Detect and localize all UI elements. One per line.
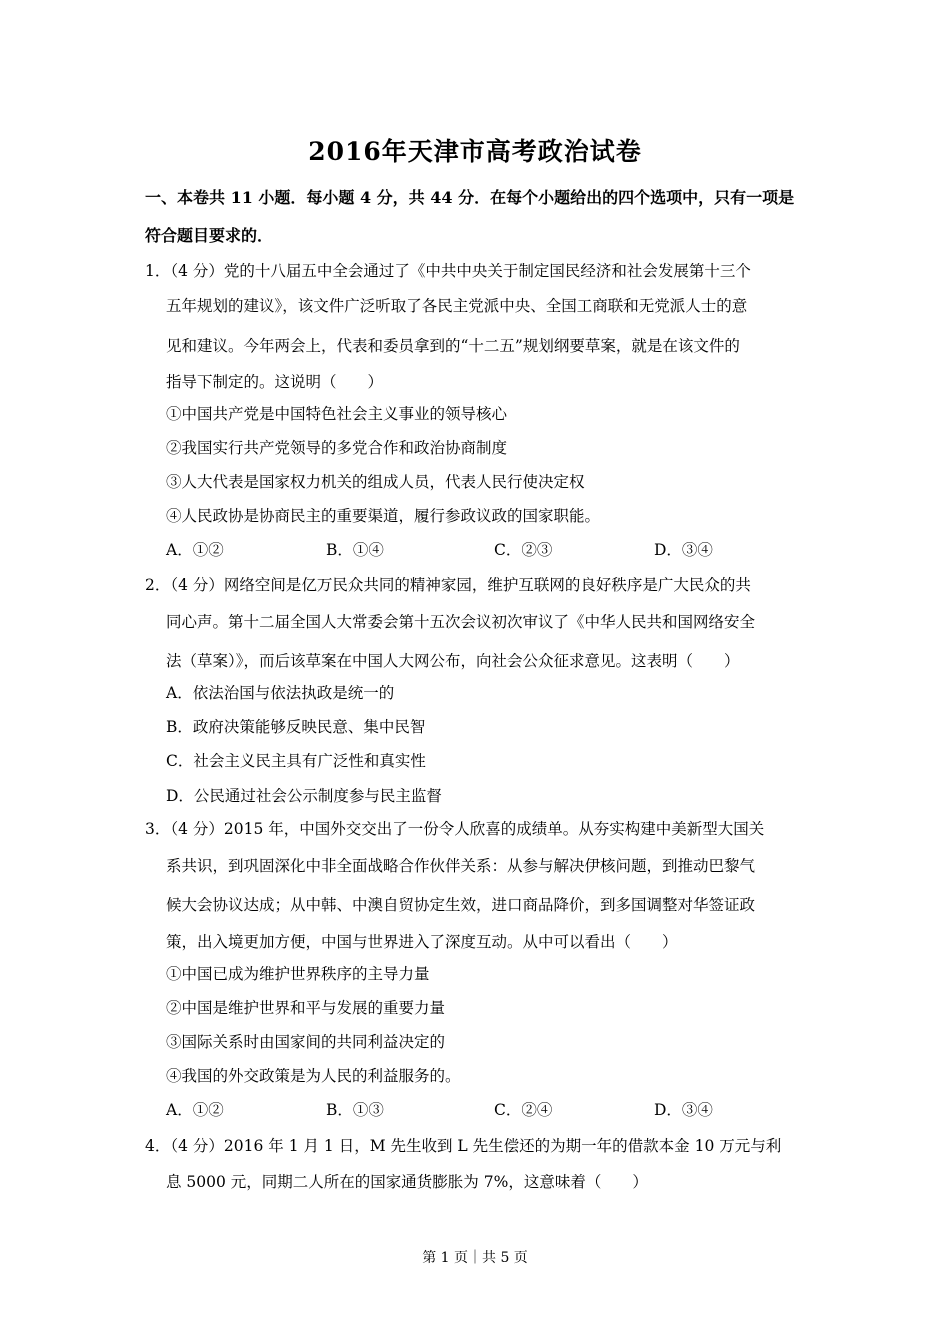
page-footer: 第 1 页｜共 5 页 (422, 1250, 528, 1266)
question-3-statement-1: ①中国已成为维护世界秩序的主导力量 (166, 965, 430, 983)
question-3-line-2: 系共识，到巩固深化中非全面战略合作伙伴关系：从参与解决伊核问题，到推动巴黎气 (166, 857, 756, 875)
question-3-line-1: 3．（4 分）2015 年，中国外交交出了一份令人欣喜的成绩单。从夯实构建中美新型大国关 (145, 820, 765, 838)
question-3-option-d[interactable]: D．③④ (654, 1101, 713, 1119)
question-1-line-1: 1．（4 分）党的十八届五中全会通过了《中共中央关于制定国民经济和社会发展第十三个 (145, 262, 751, 280)
page-title: 2016年天津市高考政治试卷 (308, 137, 642, 166)
question-4-line-2: 息 5000 元，同期二人所在的国家通货膨胀为 7%，这意味着（ ） (166, 1173, 648, 1191)
question-2-option-a[interactable]: A．依法治国与依法执政是统一的 (166, 684, 395, 702)
section-heading-line-2: 符合题目要求的． (145, 226, 274, 245)
question-2-line-2: 同心声。第十二届全国人大常委会第十五次会议初次审议了《中华人民共和国网络安全 (166, 613, 756, 631)
question-3-statement-4: ④我国的外交政策是为人民的利益服务的。 (166, 1067, 461, 1085)
question-3-option-c[interactable]: C．②④ (494, 1101, 553, 1119)
question-3-option-a[interactable]: A．①② (166, 1101, 224, 1119)
question-2-option-b[interactable]: B．政府决策能够反映民意、集中民智 (166, 718, 426, 736)
question-1-option-a[interactable]: A．①② (166, 541, 224, 559)
section-heading-line-1: 一、本卷共 11 小题．每小题 4 分，共 44 分．在每个小题给出的四个选项中，只有一项是 (145, 188, 795, 207)
question-3-option-b[interactable]: B．①③ (326, 1101, 384, 1119)
question-1-option-c[interactable]: C．②③ (494, 541, 553, 559)
question-3-line-3: 候大会协议达成；从中韩、中澳自贸协定生效，进口商品降价，到多国调整对华签证政 (166, 896, 756, 914)
question-3-statement-3: ③国际关系时由国家间的共同利益决定的 (166, 1033, 446, 1051)
question-3-statement-2: ②中国是维护世界和平与发展的重要力量 (166, 999, 446, 1017)
question-1-statement-3: ③人大代表是国家权力机关的组成人员，代表人民行使决定权 (166, 473, 585, 491)
question-1-line-2: 五年规划的建议》，该文件广泛听取了各民主党派中央、全国工商联和无党派人士的意 (166, 297, 748, 315)
question-1-statement-1: ①中国共产党是中国特色社会主义事业的领导核心 (166, 405, 508, 423)
question-2-option-c[interactable]: C．社会主义民主具有广泛性和真实性 (166, 752, 426, 770)
question-1-line-4: 指导下制定的。这说明（ ） (166, 373, 384, 391)
question-2-line-3: 法（草案）》，而后该草案在中国人大网公布，向社会公众征求意见。这表明（ ） (166, 652, 740, 670)
question-1-option-d[interactable]: D．③④ (654, 541, 713, 559)
question-1-statement-4: ④人民政协是协商民主的重要渠道，履行参政议政的国家职能。 (166, 507, 601, 525)
question-3-line-4: 策，出入境更加方便，中国与世界进入了深度互动。从中可以看出（ ） (166, 933, 678, 951)
question-4-line-1: 4．（4 分）2016 年 1 月 1 日，M 先生收到 L 先生偿还的为期一年的借款本金 10 万元与利 (145, 1137, 782, 1155)
question-1-option-b[interactable]: B．①④ (326, 541, 384, 559)
question-2-option-d[interactable]: D．公民通过社会公示制度参与民主监督 (166, 787, 442, 805)
question-1-line-3: 见和建议。今年两会上，代表和委员拿到的“十二五”规划纲要草案，就是在该文件的 (166, 337, 740, 355)
question-2-line-1: 2．（4 分）网络空间是亿万民众共同的精神家园，维护互联网的良好秩序是广大民众的共 (145, 576, 751, 594)
question-1-statement-2: ②我国实行共产党领导的多党合作和政治协商制度 (166, 439, 508, 457)
